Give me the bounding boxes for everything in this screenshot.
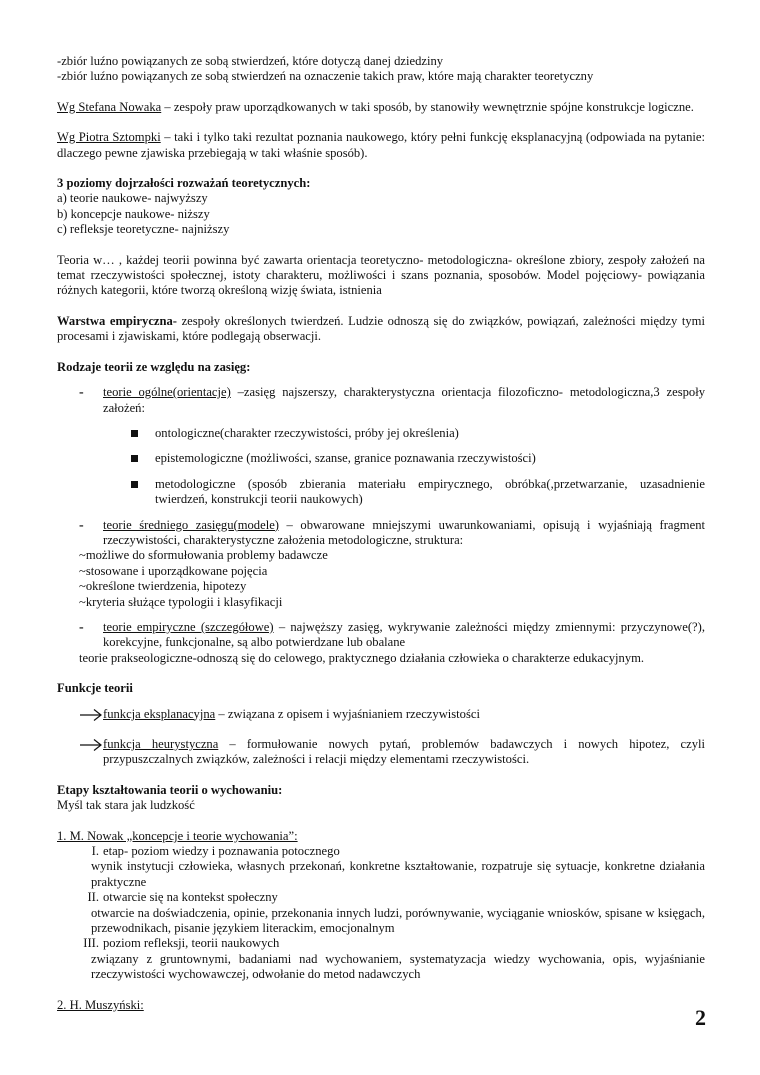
theory-item-ogolne: - teorie ogólne(orientacje) –zasięg najszerszy, charakterystyczna orientacja filozoficzno- metodologiczna,3 zespoły założeń: bbox=[79, 385, 705, 415]
roman-numeral: II. bbox=[87, 890, 99, 905]
bullet-item: epistemologiczne (możliwości, szanse, granice poznawania rzeczywistości) bbox=[57, 451, 705, 466]
roman-numeral: III. bbox=[83, 936, 99, 951]
intro-line: -zbiór luźno powiązanych ze sobą stwierdzeń na oznaczenie takich praw, które mają charakter teoretyczny bbox=[57, 69, 594, 84]
stage-title: poziom refleksji, teorii naukowych bbox=[103, 936, 280, 951]
square-bullet-icon bbox=[131, 430, 138, 437]
funkcje-heading: Funkcje teorii bbox=[57, 681, 133, 696]
theory-label: teorie średniego zasięgu(modele) bbox=[103, 517, 279, 532]
theory-label: teorie ogólne(orientacje) bbox=[103, 385, 231, 400]
stage-title: otwarcie się na kontekst społeczny bbox=[103, 890, 278, 905]
etapy-line: Myśl tak stara jak ludzkość bbox=[57, 798, 195, 813]
levels-heading: 3 poziomy dojrzałości rozważań teoretycznych: bbox=[57, 176, 311, 191]
function-label: funkcja eksplanacyjna bbox=[103, 706, 216, 721]
theory-item-srednie: - teorie średniego zasięgu(modele) – obwarowane mniejszymi uwarunkowaniami, opisują i wyjaśniają fragment rzeczywistości, charakterystyczne założenia metodologiczne, struktura: bbox=[79, 517, 705, 547]
dash-bullet-icon: - bbox=[79, 517, 84, 533]
nowak-section-heading: 1. M. Nowak „koncepcje i teorie wychowania”: bbox=[57, 828, 298, 843]
square-bullet-icon bbox=[131, 481, 138, 488]
nowak-name: Wg Stefana Nowaka bbox=[57, 99, 162, 114]
prakseo-line: teorie prakseologiczne-odnoszą się do celowego, praktycznego działania człowieka o charakterze edukacyjnym. bbox=[79, 650, 645, 665]
function-item: funkcja heurystyczna – formułowanie nowych pytań, problemów badawczych i nowych hipotez, czyli przypuszczalnych związków, zależności i relacji między elementami rzeczywistości. bbox=[57, 737, 705, 768]
stage-item bbox=[57, 890, 705, 905]
tilde-item: ~stosowane i uporządkowane pojęcia bbox=[79, 563, 268, 578]
stage-item bbox=[57, 844, 705, 859]
right-arrow-icon bbox=[79, 738, 103, 752]
tilde-item: ~kryteria służące typologii i klasyfikacji bbox=[79, 594, 283, 609]
rodzaje-heading: Rodzaje teorii ze względu na zasięg: bbox=[57, 359, 251, 374]
bullet-item: ontologiczne(charakter rzeczywistości, próby jej określenia) bbox=[57, 426, 705, 441]
level-item: b) koncepcje naukowe- niższy bbox=[57, 206, 210, 221]
page-number: 2 bbox=[695, 1005, 706, 1030]
bullet-item: metodologiczne (sposób zbierania materiału empirycznego, obróbka(,przetwarzanie, uzasadnienie twierdzeń, konstrukcji teorii naukowych) bbox=[57, 477, 705, 508]
level-item: c) refleksje teoretyczne- najniższy bbox=[57, 222, 230, 237]
sztompka-definition: Wg Piotra Sztompki – taki i tylko taki rezultat poznania naukowego, który pełni funkcję eksplanacyjną (odpowiada na pytanie: dlaczego pewne zjawiska przebiegają w taki właśnie sposób). bbox=[57, 130, 705, 160]
warstwa-paragraph: Warstwa empiryczna- zespoły określonych twierdzeń. Ludzie odnoszą się do związków, powiązań, zależności między tymi procesami i zjawiskami, które podlegają obserwacji. bbox=[57, 313, 705, 344]
intro-line: -zbiór luźno powiązanych ze sobą stwierdzeń, które dotyczą danej dziedziny bbox=[57, 54, 444, 68]
tilde-item: ~określone twierdzenia, hipotezy bbox=[79, 579, 247, 594]
dash-bullet-icon: - bbox=[79, 619, 84, 635]
stage-desc: wynik instytucji człowieka, własnych przekonań, konkretne kształtowanie, rozpatruje się sytuacje, konkretne działania praktyczne bbox=[91, 859, 705, 889]
muszynski-heading: 2. H. Muszyński: bbox=[57, 997, 144, 1012]
function-label: funkcja heurystyczna bbox=[103, 737, 219, 751]
dash-bullet-icon: - bbox=[79, 385, 84, 401]
level-item: a) teorie naukowe- najwyższy bbox=[57, 191, 208, 206]
etapy-heading: Etapy kształtowania teorii o wychowaniu: bbox=[57, 782, 283, 797]
roman-numeral: I. bbox=[91, 844, 99, 859]
teoria-paragraph: Teoria w… , każdej teorii powinna być zawarta orientacja teoretyczno- metodologiczna- określone zbiory, zespoły założeń na temat rzeczywistości społecznej, istoty charakteru, możliwości i szans poznania, sposobów. Model pojęciowy- powiązania różnych kategorii, które tworzą określoną wizję świata, istnienia bbox=[57, 252, 705, 298]
function-item: funkcja eksplanacyjna – związana z opisem i wyjaśnianiem rzeczywistości bbox=[57, 707, 705, 722]
stage-title: etap- poziom wiedzy i poznawania potocznego bbox=[103, 844, 340, 859]
sztompka-name: Wg Piotra Sztompki bbox=[57, 130, 161, 145]
theory-item-empiryczne: - teorie empiryczne (szczegółowe) – najwęższy zasięg, wykrywanie zależności między zmiennymi: przyczynowe(?), korekcyjne, funkcjonalne, są albo potwierdzane lub obalane bbox=[79, 619, 705, 650]
document-page bbox=[57, 54, 705, 1013]
nowak-definition: Wg Stefana Nowaka – zespoły praw uporządkowanych w taki sposób, by stanowiły wewnętrznie spójne konstrukcje logiczne. bbox=[57, 99, 694, 114]
theory-label: teorie empiryczne (szczegółowe) bbox=[103, 619, 274, 634]
tilde-item: ~możliwe do sformułowania problemy badawcze bbox=[79, 548, 328, 563]
stage-item bbox=[57, 936, 705, 951]
right-arrow-icon bbox=[79, 708, 103, 722]
stage-desc: otwarcie na doświadczenia, opinie, przekonania innych ludzi, porównywanie, wyciąganie wniosków, spisane w księgach, przewodnikach, pisanie językiem literackim, emocjonalnym bbox=[91, 905, 705, 936]
stage-desc: związany z gruntownymi, badaniami nad wychowaniem, systematyzacja wiedzy wychowania, opis, wyjaśnianie rzeczywistości wychowawczej, odwołanie do metod nadawczych bbox=[91, 951, 705, 982]
square-bullet-icon bbox=[131, 455, 138, 462]
